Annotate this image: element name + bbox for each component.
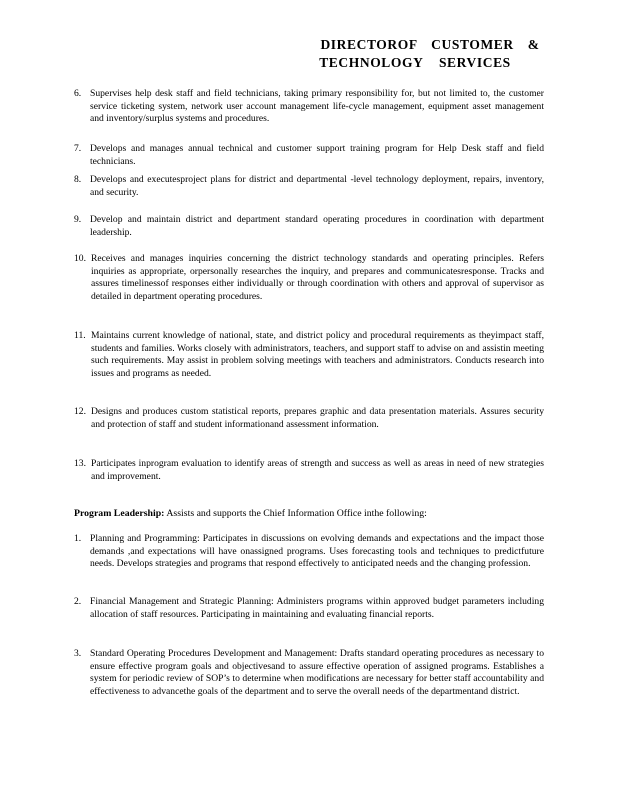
- program-leadership-intro: Assists and supports the Chief Information Office inthe following:: [166, 508, 427, 519]
- leadership-item-1: [74, 533, 544, 571]
- item-number: 9.: [74, 214, 82, 225]
- item-number: 3.: [74, 648, 82, 659]
- program-leadership-heading: Program Leadership:: [74, 508, 165, 519]
- duty-item-10: [74, 253, 544, 303]
- item-text: Maintains current knowledge of national, state, and district policy and procedural requirements as theyimpact staff, students and families. Works closely with administrators, teachers, and support staff to advise on and assistin meeting such requirements. May assist in problem solving meetings with teachers and administrators. Conducts research into issues and programs as needed.: [91, 330, 544, 379]
- item-text: Develop and maintain district and department standard operating procedures in coordination with department leadership.: [90, 214, 544, 238]
- item-text: Designs and produces custom statistical reports, prepares graphic and data presentation materials. Assures security and protection of staff and student informationand assessment information.: [91, 406, 544, 430]
- duty-item-7: [74, 143, 544, 168]
- item-text: Standard Operating Procedures Development and Management: Drafts standard operating procedures as necessary to ensure effective program goals and objectivesand to assure effective operation of assigned programs. Establishes a system for periodic review of SOP’s to determine when modifications are necessary for better staff accountability and effectiveness to advancethe goals of the department and to serve the overall needs of the departmentand district.: [90, 648, 544, 697]
- item-number: 13.: [74, 458, 86, 469]
- duty-item-12: [74, 406, 544, 431]
- item-text: Develops and manages annual technical and customer support training program for Help Desk staff and field technicians.: [90, 143, 544, 167]
- duty-item-11: [74, 330, 544, 380]
- item-number: 7.: [74, 143, 82, 154]
- item-text: Planning and Programming: Participates in discussions on evolving demands and expectations and the impact those demands ,and expectations will have onassigned programs. Uses forecasting tools and techniques to predictfuture needs. Develops strategies and programs that respond effectively to anticipated needs and the changing profession.: [90, 533, 544, 570]
- item-number: 1.: [74, 533, 82, 544]
- duty-item-9: [74, 214, 544, 239]
- duty-item-8: [74, 174, 544, 199]
- item-text: Supervises help desk staff and field technicians, taking primary responsibility for, but not limited to, the customer service ticketing system, network user account management life-cycle management, equipment asset management and inventory/surplus systems and procedures.: [90, 88, 544, 125]
- item-number: 8.: [74, 174, 82, 185]
- leadership-item-3: [74, 648, 544, 698]
- item-text: Develops and executesproject plans for district and departmental -level technology deployment, repairs, inventory, and security.: [90, 174, 544, 198]
- item-number: 10.: [74, 253, 86, 264]
- item-text: Receives and manages inquiries concerning the district technology standards and operating principles. Refers inquiries as appropriate, orpersonally researches the inquiry, and prepares and communicatesresponse. Tracks and assures timelinessof responses either individually or through coordination with others and approval of supervisor as detailed in department operating procedures.: [91, 253, 544, 302]
- duty-item-13: [74, 458, 544, 483]
- title-line-1: DIRECTOROF CUSTOMER &: [320, 37, 540, 52]
- item-text: Financial Management and Strategic Planning: Administers programs within approved budget parameters including allocation of staff resources. Participating in maintaining and evaluating financial reports.: [90, 596, 544, 620]
- page-title: [270, 36, 560, 72]
- item-number: 2.: [74, 596, 82, 607]
- item-number: 12.: [74, 406, 86, 417]
- title-line-2: TECHNOLOGY SERVICES: [319, 55, 511, 70]
- item-number: 11.: [74, 330, 86, 341]
- item-text: Participates inprogram evaluation to identify areas of strength and success as well as areas in need of new strategies and improvement.: [91, 458, 544, 482]
- program-leadership-paragraph: [74, 508, 544, 521]
- leadership-item-2: [74, 596, 544, 621]
- item-number: 6.: [74, 88, 82, 99]
- duty-item-6: [74, 88, 544, 126]
